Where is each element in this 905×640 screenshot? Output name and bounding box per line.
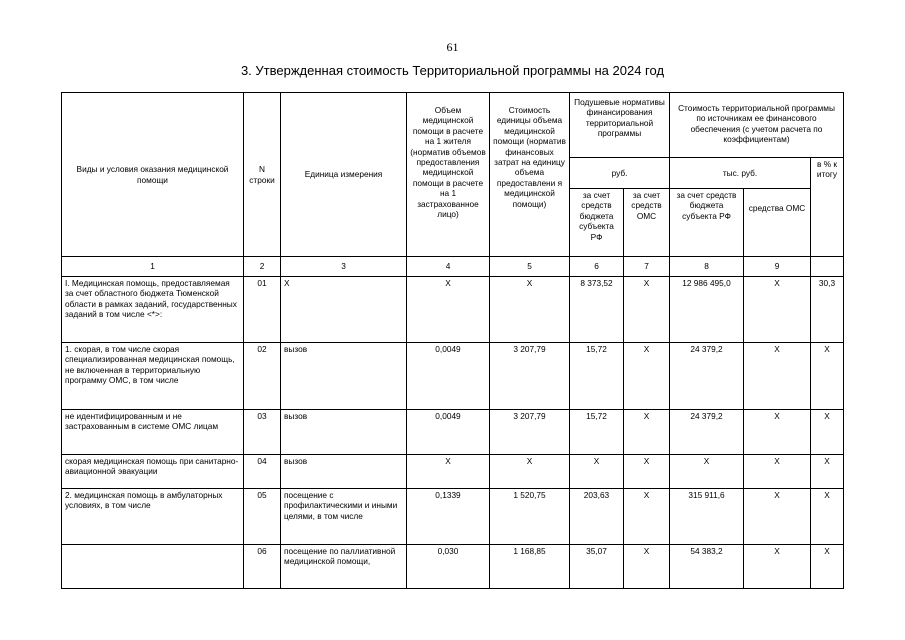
header-program-cost: Стоимость территориальной программы по источникам ее финансового обеспечения (с учетом расчета по коэффициентам) xyxy=(670,93,844,158)
header-volume: Объем медицинской помощи в расчете на 1 жителя (норматив объемов предоставления медицинской помощи в расчете на 1 застрахованное лицо) xyxy=(407,93,490,257)
header-unit: Единица измерения xyxy=(281,93,407,257)
column-number: 9 xyxy=(744,257,811,277)
row-budget-rub: 15,72 xyxy=(570,343,624,410)
row-oms-rub: Х xyxy=(624,343,670,410)
row-oms-tys: Х xyxy=(744,489,811,545)
row-budget-tys: 54 383,2 xyxy=(670,545,744,589)
column-number: 1 xyxy=(62,257,244,277)
row-volume: 0,0049 xyxy=(407,410,490,455)
row-oms-tys: Х xyxy=(744,343,811,410)
row-oms-tys: Х xyxy=(744,410,811,455)
row-unit: вызов xyxy=(281,455,407,489)
row-oms-tys: Х xyxy=(744,455,811,489)
row-oms-rub: Х xyxy=(624,489,670,545)
row-budget-rub: 15,72 xyxy=(570,410,624,455)
column-number: 2 xyxy=(244,257,281,277)
column-number: 8 xyxy=(670,257,744,277)
row-budget-rub: 8 373,52 xyxy=(570,277,624,343)
header-oms-rub: за счет средств ОМС xyxy=(624,189,670,257)
row-budget-tys: 24 379,2 xyxy=(670,343,744,410)
row-volume: 0,030 xyxy=(407,545,490,589)
row-description: скорая медицинская помощь при санитарно-авиационной эвакуации xyxy=(62,455,244,489)
header-types: Виды и условия оказания медицинской помощи xyxy=(62,93,244,257)
row-oms-tys: Х xyxy=(744,545,811,589)
table-row xyxy=(62,410,844,455)
row-unit: посещение с профилактическими и иными целями, в том числе xyxy=(281,489,407,545)
row-description: 1. скорая, в том числе скорая специализированная медицинская помощь, не включенная в территориальную программу ОМС, в том числе xyxy=(62,343,244,410)
row-volume: Х xyxy=(407,455,490,489)
row-percent: Х xyxy=(811,489,844,545)
row-unit-cost: 3 207,79 xyxy=(490,410,570,455)
row-volume: 0,1339 xyxy=(407,489,490,545)
row-oms-rub: Х xyxy=(624,455,670,489)
row-description: I. Медицинская помощь, предоставляемая за счет областного бюджета Тюменской области в рамках заданий, государственных заданий в том числе <*>: xyxy=(62,277,244,343)
header-percent: в % к итогу xyxy=(811,158,844,257)
row-percent: Х xyxy=(811,410,844,455)
row-budget-tys: 315 911,6 xyxy=(670,489,744,545)
header-row-number: N строки xyxy=(244,93,281,257)
row-unit-cost: 1 520,75 xyxy=(490,489,570,545)
row-percent: Х xyxy=(811,343,844,410)
row-budget-rub: 35,07 xyxy=(570,545,624,589)
row-unit: Х xyxy=(281,277,407,343)
row-unit-cost: 3 207,79 xyxy=(490,343,570,410)
row-volume: 0,0049 xyxy=(407,343,490,410)
row-unit: вызов xyxy=(281,410,407,455)
header-budget-tys: за счет средств бюджета субъекта РФ xyxy=(670,189,744,257)
header-budget-rub: за счет средств бюджета субъекта РФ xyxy=(570,189,624,257)
column-number: 7 xyxy=(624,257,670,277)
row-number: 03 xyxy=(244,410,281,455)
table-row xyxy=(62,489,844,545)
column-number: 5 xyxy=(490,257,570,277)
header-per-capita: Подушевые нормативы финансирования территориальной программы xyxy=(570,93,670,158)
table-row xyxy=(62,545,844,589)
header-unit-cost: Стоимость единицы объема медицинской помощи (норматив финансовых затрат на единицу объема предоставлени я медицинской помощи) xyxy=(490,93,570,257)
row-budget-rub: 203,63 xyxy=(570,489,624,545)
row-number: 05 xyxy=(244,489,281,545)
row-budget-tys: 24 379,2 xyxy=(670,410,744,455)
row-budget-tys: 12 986 495,0 xyxy=(670,277,744,343)
row-description: 2. медицинская помощь в амбулаторных условиях, в том числе xyxy=(62,489,244,545)
row-volume: Х xyxy=(407,277,490,343)
column-number: 3 xyxy=(281,257,407,277)
column-number xyxy=(811,257,844,277)
row-number: 02 xyxy=(244,343,281,410)
table-row xyxy=(62,343,844,410)
header-rub: руб. xyxy=(570,158,670,189)
row-percent: Х xyxy=(811,545,844,589)
row-oms-rub: Х xyxy=(624,277,670,343)
header-tys-rub: тыс. руб. xyxy=(670,158,811,189)
row-budget-tys: Х xyxy=(670,455,744,489)
row-unit: посещение по паллиативной медицинской помощи, xyxy=(281,545,407,589)
row-number: 06 xyxy=(244,545,281,589)
row-unit-cost: Х xyxy=(490,455,570,489)
page-title: 3. Утвержденная стоимость Территориальной программы на 2024 год xyxy=(240,63,665,78)
row-unit: вызов xyxy=(281,343,407,410)
header-oms-tys: средства ОМС xyxy=(744,189,811,257)
row-percent: 30,3 xyxy=(811,277,844,343)
row-oms-rub: Х xyxy=(624,410,670,455)
row-description: не идентифицированным и не застрахованным в системе ОМС лицам xyxy=(62,410,244,455)
row-unit-cost: 1 168,85 xyxy=(490,545,570,589)
table-row xyxy=(62,455,844,489)
table-row xyxy=(62,277,844,343)
row-percent: Х xyxy=(811,455,844,489)
cost-table xyxy=(61,92,844,589)
row-number: 04 xyxy=(244,455,281,489)
row-unit-cost: Х xyxy=(490,277,570,343)
row-oms-rub: Х xyxy=(624,545,670,589)
row-description xyxy=(62,545,244,589)
column-number: 4 xyxy=(407,257,490,277)
row-budget-rub: Х xyxy=(570,455,624,489)
page-number: 61 xyxy=(446,40,459,54)
column-number: 6 xyxy=(570,257,624,277)
row-oms-tys: Х xyxy=(744,277,811,343)
row-number: 01 xyxy=(244,277,281,343)
